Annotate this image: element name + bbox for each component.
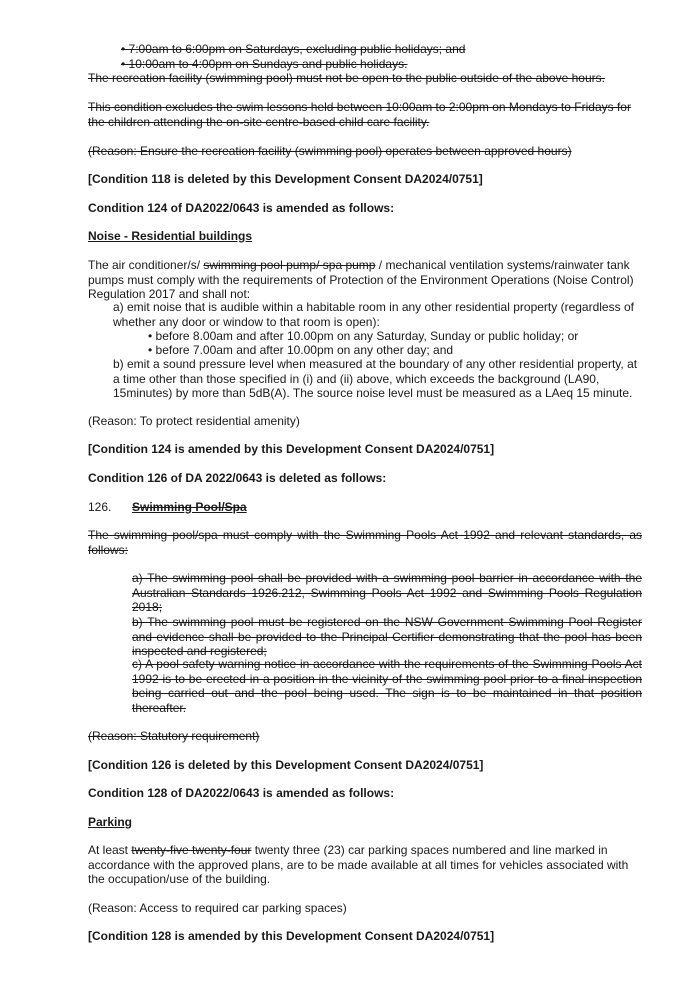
condition-124-heading: [88, 229, 642, 244]
body-strike: swimming pool pump/ spa pump: [203, 258, 376, 272]
condition-124-reason: (Reason: To protect residential amenity): [88, 414, 300, 428]
condition-124-bullet-1: • before 8.00am and after 10.00pm on any Saturday, Sunday or public holiday; or: [148, 329, 579, 343]
bullet-saturday-text: 7:00am to 6:00pm on Saturdays, excluding public holidays; and: [128, 42, 466, 56]
noise-heading-text: Noise - Residential buildings: [88, 229, 253, 243]
condition-126-deleted-note: [Condition 126 is deleted by this Development Consent DA2024/0751]: [88, 758, 484, 772]
bullet-saturday-hours: • 7:00am to 6:00pm on Saturdays, excluding public holidays; and: [121, 42, 466, 56]
condition-124-amended-note: [Condition 124 is amended by this Development Consent DA2024/0751]: [88, 442, 495, 456]
condition-128-reason: (Reason: Access to required car parking spaces): [88, 901, 347, 915]
condition-126-heading: [88, 500, 642, 515]
bullet-sunday-hours: • 10:00am to 4:00pm on Sundays and public holidays.: [121, 57, 408, 71]
condition-124-item-a: a) emit noise that is audible within a habitable room in any other residential property (regardless of whether any door or window to that room is open):: [113, 300, 634, 329]
parking-body-strike: twenty-five twenty-four: [131, 843, 252, 857]
bullet-sunday-text: 10:00am to 4:00pm on Sundays and public holidays.: [128, 57, 408, 71]
parking-heading-text: Parking: [88, 815, 133, 829]
condition-124-intro: Condition 124 of DA2022/0643 is amended as follows:: [88, 201, 395, 215]
swimming-pool-heading-text: Swimming Pool/Spa: [132, 500, 247, 514]
condition-126-intro: Condition 126 of DA 2022/0643 is deleted as follows:: [88, 471, 387, 485]
condition-118-deleted-note: [Condition 118 is deleted by this Development Consent DA2024/0751]: [88, 172, 483, 186]
hours-reason-text: (Reason: Ensure the recreation facility (swimming pool) operates between approved hours): [88, 144, 572, 158]
parking-body-pre: At least: [88, 843, 132, 857]
pool-not-open-text: The recreation facility (swimming pool) must not be open to the public outside of the above hours.: [88, 71, 605, 85]
condition-126-reason: (Reason: Statutory requirement): [88, 729, 260, 743]
condition-124-body: [88, 258, 642, 302]
condition-128-body: [88, 843, 642, 887]
body-pre: The air conditioner/s/: [88, 258, 204, 272]
condition-128-intro: Condition 128 of DA2022/0643 is amended as follows:: [88, 786, 395, 800]
condition-128-amended-note: [Condition 128 is amended by this Development Consent DA2024/0751]: [88, 929, 495, 943]
condition-124-bullet-2: • before 7.00am and after 10.00pm on any other day; and: [148, 343, 454, 357]
condition-126-body: The swimming pool/spa must comply with the Swimming Pools Act 1992 and relevant standards, as follows:: [88, 528, 642, 557]
body-post: / mechanical ventilation systems/rainwater tank pumps must comply with the requirements of Protection of the Environment Operations (Noise Control) Regulation 2017 and shall not:: [88, 258, 634, 302]
condition-124-item-b: b) emit a sound pressure level when measured at the boundary of any other residential property, at a time other than those specified in (i) and (ii) above, which exceeds the background (LA90, 15minutes) by more than 5dB(A). The source noise level must be measured as a LAeq 15 minute.: [113, 357, 638, 401]
condition-126-item-a: a) The swimming pool shall be provided with a swimming pool barrier in accordance with the Australian Standards 1926.212, Swimming Pools Act 1992 and Swimming Pools Regulation 2018;: [132, 571, 642, 615]
parking-body-post: twenty three (23) car parking spaces numbered and line marked in accordance with the approved plans, are to be made available at all times for vehicles associated with the occupation/use of the building.: [88, 843, 629, 887]
condition-128-heading: [88, 815, 642, 830]
condition-126-item-c: c) A pool safety warning notice in accordance with the requirements of the Swimming Pools Act 1992 is to be erected in a position in the vicinity of the swimming pool prior to a final inspection being carried out and the pool being used. The sign is to be maintained in that position thereafter.: [132, 657, 642, 715]
swim-lessons-exclusion-text: This condition excludes the swim lessons held between 10:00am to 2:00pm on Mondays to Fridays for the children attending the on-site centre-based child care facility.: [88, 100, 631, 129]
condition-number: 126.: [88, 500, 112, 514]
condition-126-item-b: b) The swimming pool must be registered on the NSW Government Swimming Pool Register and evidence shall be provided to the Principal Certifier demonstrating that the pool has been inspected and registered;: [132, 615, 642, 659]
